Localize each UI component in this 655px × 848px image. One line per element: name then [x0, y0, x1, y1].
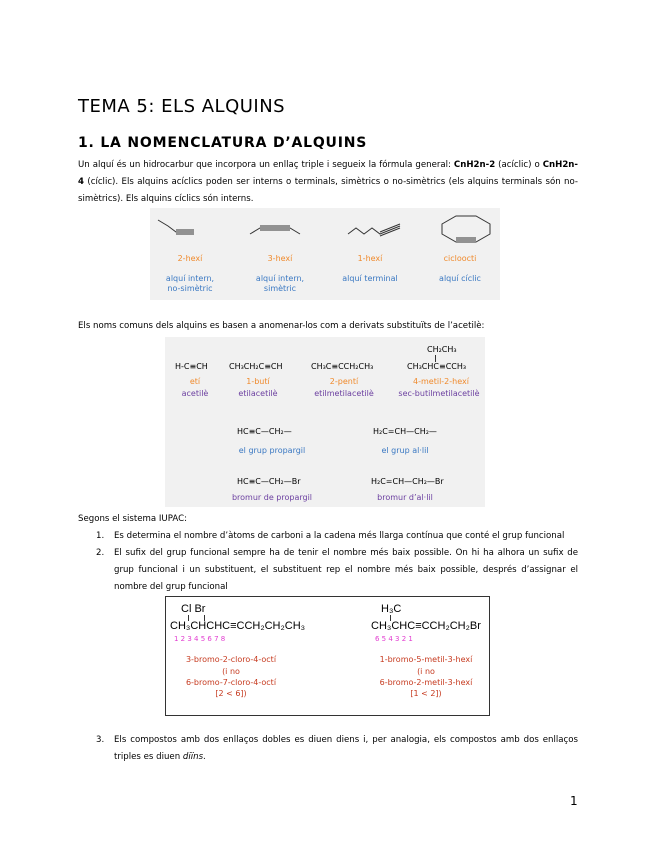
formula-2-pentyne: CH₃C≡CCH₂CH₃: [311, 362, 374, 371]
example-1-name: 3-bromo-2-cloro-4-octí: [185, 655, 277, 664]
name-propargyl: el grup propargil: [238, 446, 306, 455]
common-names-figure: [165, 337, 485, 507]
alkyne-skeletal-structures: [150, 208, 500, 248]
common-ethyne: acetilè: [181, 389, 209, 398]
formula-1-butyne: CH₃CH₂C≡CH: [229, 362, 283, 371]
rule-3-text: [114, 732, 578, 766]
iupac-4-methyl-2-hexyne: 4-metil-2-hexí: [413, 377, 469, 386]
example-2-alt: 6-bromo-2-metil-3-hexí: [379, 678, 473, 687]
rule-1-number: 1.: [96, 531, 105, 541]
intro-text-3: (cíclic). Els alquins acíclics poden ser interns o terminals, simètrics o no-simètrics (els alquins terminals són no-simètrics). Els alquins cíclics són interns.: [78, 177, 578, 204]
section-title: 1. LA NOMENCLATURA D’ALQUINS: [78, 135, 368, 151]
common-1-butyne: etilacetilè: [238, 389, 278, 398]
common-names-text: Els noms comuns dels alquins es basen a anomenar-los com a derivats substituïts de l’acetilè:: [78, 321, 485, 331]
structure-1-hexyne: [348, 224, 400, 236]
structure-cyclooctyne: [442, 216, 490, 242]
common-4-methyl-2-hexyne: sec-butilmetilacetilè: [398, 389, 480, 398]
example-1-numbering: 1 2 3 4 5 6 7 8: [174, 635, 226, 643]
bond-line: [435, 355, 436, 362]
name-allyl: el grup al·lil: [381, 446, 429, 455]
example-1-formula: CH₃CHCHC≡CCH₂CH₂CH₃: [170, 620, 306, 632]
structure-3-hexyne: [250, 226, 300, 234]
example-1-cmp: [2 < 6]): [215, 689, 247, 698]
formula-top-ethyl: CH₂CH₃: [427, 345, 457, 354]
general-formula-cyclic: CnH2n-4: [78, 160, 578, 187]
alkyne-name-2: 3-hexí: [267, 254, 293, 263]
iupac-1-butyne: 1-butí: [246, 377, 270, 386]
common-2-pentyne: etilmetilacetilè: [314, 389, 374, 398]
alkyne-name-1: 2-hexí: [177, 254, 203, 263]
name-propargyl-bromide: bromur de propargil: [231, 493, 313, 502]
example-2-numbering: 6 5 4 3 2 1: [375, 635, 413, 643]
alkyne-type-1a: alquí intern,: [165, 274, 215, 283]
intro-text-1: Un alquí és un hidrocarbur que incorpora un enllaç triple i segueix la fórmula general:: [78, 160, 454, 170]
example-2-not: (i no: [417, 667, 435, 676]
formula-4-methyl-2-hexyne: CH₃CHC≡CCH₃: [407, 362, 467, 371]
example-2-formula: CH₃CHC≡CCH₂CH₂Br: [371, 620, 481, 632]
rule-1: [96, 528, 578, 545]
rule-3-number: 3.: [96, 735, 105, 745]
alkyne-type-2b: simètric: [263, 284, 297, 293]
formula-allyl: H₂C=CH—CH₂—: [373, 427, 437, 436]
iupac-ethyne: etí: [189, 377, 201, 386]
iupac-intro: Segons el sistema IUPAC:: [78, 514, 187, 524]
rule-3-text-end: .: [203, 752, 206, 762]
name-allyl-bromide: bromur d’al·lil: [377, 493, 433, 502]
example-1-alt: 6-bromo-7-cloro-4-octí: [185, 678, 277, 687]
formula-allyl-bromide: H₂C=CH—CH₂—Br: [371, 477, 444, 486]
rule-3-text-emphasis: diïns: [182, 752, 204, 762]
rule-2: [96, 545, 578, 596]
page-title: TEMA 5: ELS ALQUINS: [78, 96, 286, 117]
formula-ethyne: H-C≡CH: [175, 362, 208, 371]
formula-propargyl-bromide: HC≡C—CH₂—Br: [237, 477, 301, 486]
page-number: 1: [570, 794, 578, 808]
alkyne-name-3: 1-hexí: [357, 254, 383, 263]
alkyne-types-figure: [150, 208, 500, 300]
example-2-name: 1-bromo-5-metil-3-hexí: [379, 655, 473, 664]
alkyne-type-3a: alquí terminal: [342, 274, 398, 283]
example-2-substituent: H₃C: [381, 603, 402, 615]
example-1-substituents: Cl Br: [181, 603, 206, 615]
formula-propargyl: HC≡C—CH₂—: [237, 427, 292, 436]
alkyne-name-4: cicloocti: [443, 254, 477, 263]
rule-3: [96, 732, 578, 766]
intro-paragraph: [78, 157, 578, 208]
rule-1-text: Es determina el nombre d’àtoms de carboni a la cadena més llarga contínua que conté el grup funcional: [114, 531, 565, 541]
alkyne-type-2a: alquí intern,: [255, 274, 305, 283]
example-1-not: (i no: [222, 667, 240, 676]
general-formula-acyclic: CnH2n-2: [453, 160, 496, 170]
iupac-2-pentyne: 2-pentí: [329, 377, 359, 386]
iupac-examples-box: [165, 596, 490, 716]
structure-2-hexyne: [158, 220, 194, 234]
alkyne-type-4a: alquí cíclic: [439, 274, 481, 283]
rule-3-text-main: Els compostos amb dos enllaços dobles es diuen diens i, per analogia, els compostos amb dos enllaços triples es diuen: [114, 735, 578, 762]
intro-text-2: (acíclic) o: [495, 160, 543, 170]
example-2-cmp: [1 < 2]): [410, 689, 442, 698]
alkyne-type-1b: no-simètric: [167, 284, 213, 293]
rule-2-text: El sufix del grup funcional sempre ha de tenir el nombre més baix possible. On hi ha alhora un sufix de grup funcional i un substituent, el substituent rep el nombre més baix possible, després d’assignar el nombre del grup funcional: [114, 548, 578, 592]
rule-2-number: 2.: [96, 548, 105, 558]
